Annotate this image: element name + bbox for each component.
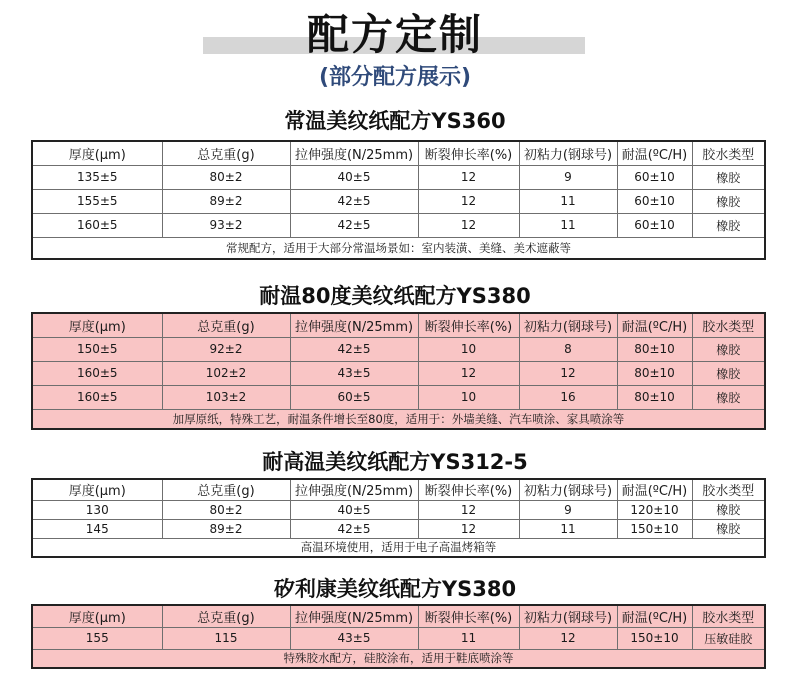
column-header: 初粘力(钢球号) <box>519 141 617 165</box>
table-cell: 155 <box>32 627 162 649</box>
table-cell: 130 <box>32 500 162 519</box>
table-cell: 80±10 <box>617 361 692 385</box>
table-cell: 43±5 <box>290 361 418 385</box>
section-title-silicone: 矽利康美纹纸配方YS380 <box>273 577 517 601</box>
column-header: 总克重(g) <box>162 313 290 337</box>
table-cell: 42±5 <box>290 189 418 213</box>
table-cell: 橡胶 <box>692 189 765 213</box>
table-cell: 橡胶 <box>692 165 765 189</box>
table-row <box>32 627 765 649</box>
column-header: 厚度(μm) <box>32 479 162 500</box>
section-title-ys360: 常温美纹纸配方YS360 <box>284 109 506 133</box>
table-cell: 11 <box>519 213 617 237</box>
table-cell: 42±5 <box>290 213 418 237</box>
column-header: 胶水类型 <box>692 605 765 627</box>
table-cell: 11 <box>519 189 617 213</box>
page-header <box>0 0 790 100</box>
column-header: 拉伸强度(N/25mm) <box>290 479 418 500</box>
table-row <box>32 500 765 519</box>
table-cell: 10 <box>418 385 519 409</box>
table-cell: 60±5 <box>290 385 418 409</box>
column-header: 耐温(ºC/H) <box>617 479 692 500</box>
column-header: 初粘力(钢球号) <box>519 479 617 500</box>
table-cell: 40±5 <box>290 165 418 189</box>
column-header: 耐温(ºC/H) <box>617 605 692 627</box>
table-cell: 150±10 <box>617 627 692 649</box>
table-cell: 橡胶 <box>692 361 765 385</box>
table-cell: 12 <box>418 519 519 538</box>
table-cell: 42±5 <box>290 519 418 538</box>
column-header: 拉伸强度(N/25mm) <box>290 141 418 165</box>
table-cell: 80±2 <box>162 500 290 519</box>
spec-table-ys312-5 <box>31 478 766 558</box>
column-header: 耐温(ºC/H) <box>617 313 692 337</box>
table-row <box>32 337 765 361</box>
page-subtitle: (部分配方展示) <box>318 65 472 90</box>
column-header: 厚度(μm) <box>32 141 162 165</box>
page-title: 配方定制 <box>306 10 483 59</box>
table-cell: 16 <box>519 385 617 409</box>
table-cell: 115 <box>162 627 290 649</box>
table-cell: 12 <box>418 213 519 237</box>
table-cell: 橡胶 <box>692 337 765 361</box>
table-note: 高温环境使用，适用于电子高温烤箱等 <box>32 538 765 557</box>
table-cell: 120±10 <box>617 500 692 519</box>
table-cell: 压敏硅胶 <box>692 627 765 649</box>
column-header: 断裂伸长率(%) <box>418 313 519 337</box>
table-cell: 40±5 <box>290 500 418 519</box>
table-cell: 155±5 <box>32 189 162 213</box>
column-header: 胶水类型 <box>692 313 765 337</box>
table-row <box>32 165 765 189</box>
table-row <box>32 385 765 409</box>
column-header: 总克重(g) <box>162 479 290 500</box>
table-cell: 89±2 <box>162 189 290 213</box>
table-note-row <box>32 538 765 557</box>
table-cell: 12 <box>418 361 519 385</box>
spec-table-ys360 <box>31 140 766 260</box>
table-cell: 80±10 <box>617 337 692 361</box>
table-cell: 8 <box>519 337 617 361</box>
table-note-row <box>32 237 765 259</box>
table-cell: 150±5 <box>32 337 162 361</box>
table-cell: 橡胶 <box>692 213 765 237</box>
table-cell: 43±5 <box>290 627 418 649</box>
table-cell: 10 <box>418 337 519 361</box>
column-header: 断裂伸长率(%) <box>418 605 519 627</box>
table-cell: 80±10 <box>617 385 692 409</box>
table-cell: 160±5 <box>32 213 162 237</box>
table-cell: 93±2 <box>162 213 290 237</box>
column-header: 耐温(ºC/H) <box>617 141 692 165</box>
table-cell: 12 <box>519 627 617 649</box>
column-header: 胶水类型 <box>692 479 765 500</box>
table-header-row <box>32 141 765 165</box>
table-cell: 92±2 <box>162 337 290 361</box>
table-cell: 80±2 <box>162 165 290 189</box>
table-header-row <box>32 605 765 627</box>
table-cell: 103±2 <box>162 385 290 409</box>
table-cell: 135±5 <box>32 165 162 189</box>
table-cell: 160±5 <box>32 385 162 409</box>
table-cell: 145 <box>32 519 162 538</box>
table-cell: 橡胶 <box>692 385 765 409</box>
spec-table-silicone <box>31 604 766 669</box>
table-cell: 42±5 <box>290 337 418 361</box>
spec-table-ys380 <box>31 312 766 430</box>
column-header: 拉伸强度(N/25mm) <box>290 605 418 627</box>
table-cell: 89±2 <box>162 519 290 538</box>
column-header: 拉伸强度(N/25mm) <box>290 313 418 337</box>
column-header: 断裂伸长率(%) <box>418 479 519 500</box>
column-header: 初粘力(钢球号) <box>519 313 617 337</box>
column-header: 厚度(μm) <box>32 313 162 337</box>
table-cell: 9 <box>519 500 617 519</box>
table-cell: 12 <box>519 361 617 385</box>
table-cell: 60±10 <box>617 213 692 237</box>
section-title-ys312-5: 耐高温美纹纸配方YS312-5 <box>262 450 528 474</box>
table-cell: 150±10 <box>617 519 692 538</box>
table-row <box>32 213 765 237</box>
table-cell: 橡胶 <box>692 519 765 538</box>
table-note-row <box>32 409 765 429</box>
table-cell: 160±5 <box>32 361 162 385</box>
table-row <box>32 361 765 385</box>
table-row <box>32 189 765 213</box>
table-row <box>32 519 765 538</box>
column-header: 初粘力(钢球号) <box>519 605 617 627</box>
table-header-row <box>32 313 765 337</box>
column-header: 胶水类型 <box>692 141 765 165</box>
table-cell: 11 <box>418 627 519 649</box>
table-note: 加厚原纸，特殊工艺，耐温条件增长至80度，适用于：外墙美缝、汽车喷涂、家具喷涂等 <box>32 409 765 429</box>
table-cell: 11 <box>519 519 617 538</box>
table-cell: 102±2 <box>162 361 290 385</box>
column-header: 厚度(μm) <box>32 605 162 627</box>
section-title-ys380: 耐温80度美纹纸配方YS380 <box>259 284 531 308</box>
table-cell: 9 <box>519 165 617 189</box>
column-header: 断裂伸长率(%) <box>418 141 519 165</box>
table-cell: 12 <box>418 500 519 519</box>
table-cell: 60±10 <box>617 165 692 189</box>
table-cell: 12 <box>418 165 519 189</box>
table-note: 特殊胶水配方，硅胶涂布，适用于鞋底喷涂等 <box>32 649 765 668</box>
column-header: 总克重(g) <box>162 605 290 627</box>
table-note-row <box>32 649 765 668</box>
table-cell: 12 <box>418 189 519 213</box>
table-cell: 60±10 <box>617 189 692 213</box>
table-note: 常规配方，适用于大部分常温场景如：室内装潢、美缝、美术遮蔽等 <box>32 237 765 259</box>
table-header-row <box>32 479 765 500</box>
table-cell: 橡胶 <box>692 500 765 519</box>
column-header: 总克重(g) <box>162 141 290 165</box>
